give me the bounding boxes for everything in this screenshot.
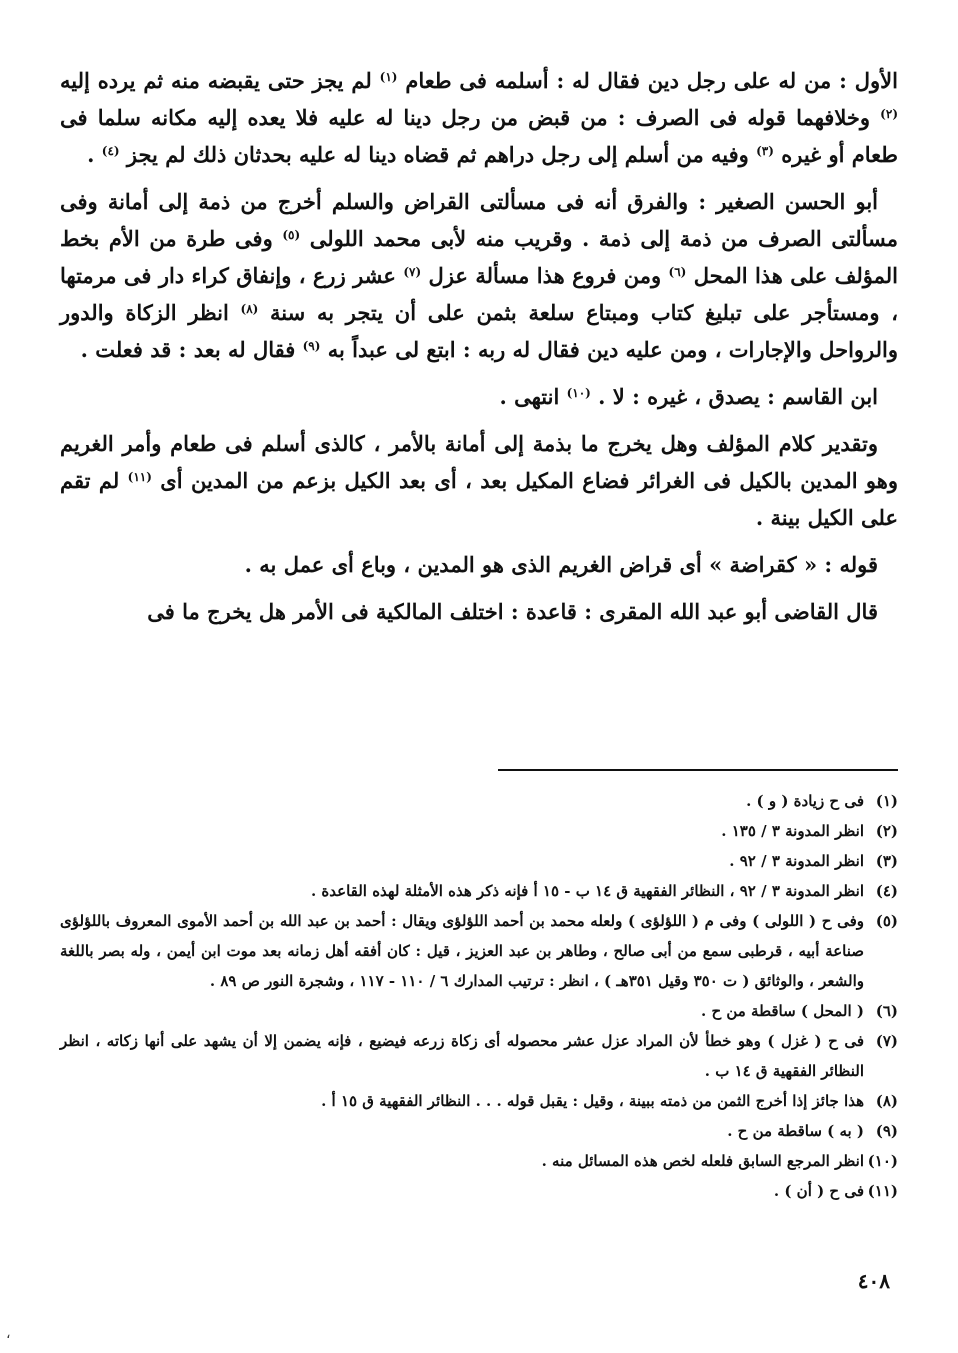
paragraph-6: قال القاضى أبو عبد الله المقرى : قاعدة : اختلف المالكية فى الأمر هل يخرج ما فى [147, 599, 878, 624]
paragraph-1 [60, 62, 898, 173]
footnote-ref: (٢) [880, 107, 898, 121]
text-run: عشر زرع ، وإنفاق كراء دار فى مرمتها ، ومستأجر على تبليغ كتاب ومبتاع سلعة بثمن على أن يتجر به سنة [60, 263, 898, 325]
footnote-item [60, 1116, 898, 1146]
footnote-item [60, 996, 898, 1026]
footnote-item [60, 816, 898, 846]
footnote-ref: (١) [379, 70, 398, 84]
footnote-ref: (٤) [101, 144, 120, 158]
text-run: وفيه من أسلم إلى رجل دراهم ثم قضاه دينا له عليه بحدثان ذلك لم يجز [119, 142, 757, 167]
footnote-text: وفى ح ( اللولى ) وفى م ( اللؤلؤى ) ولعله محمد بن أحمد اللؤلؤى ويقال : أحمد بن عبد الله بن أحمد الأموى المعروف باللؤلؤى صناعة أبيه ، قرطبى سمع من أبى صالح ، وطاهر بن عبد العزيز ، قيل : كان أفقه أهل زمانه بعد موت ابن أيمن ، وله بصر باللغة والشعر ، والوثائق ( ت ٣٥٠ وقيل ٣٥١هـ ) ، انظر : ترتيب المدارك ٦ / ١١٠ - ١١٧ ، وشجرة النور ص ٨٩ . [60, 912, 864, 990]
document-page [60, 62, 898, 1293]
footnote-text: فى ح زيادة ( و ) . [746, 792, 864, 810]
main-text [60, 62, 898, 630]
paragraph-5: قوله : « كقراضة » أى قراض الغريم الذى هو المدين ، وباع أى عمل به . [244, 552, 878, 577]
footnote-item [60, 786, 898, 816]
text-run: ابن القاسم : يصدق ، غيره : لا . [590, 384, 878, 409]
footnote-number: (٢) [875, 822, 898, 840]
footnote-item [60, 906, 898, 996]
footnote-number: (٦) [875, 1002, 898, 1020]
text-run: لم تقم على الكيل بينة . [60, 468, 898, 530]
paragraph-3 [60, 378, 898, 415]
footnote-text: انظر المدونة ٣ / ١٣٥ . [721, 822, 864, 840]
text-run: وتقدير كلام المؤلف وهل يخرج ما بذمة إلى أمانة بالأمر ، كالذى أسلم فى طعام وأمر الغريم وهو المدين بالكيل فى الغرائر فضاع المكيل بعد ، أى بعد الكيل بزعم من المدين أى [60, 431, 898, 493]
footnote-number: (١٠) [867, 1152, 898, 1170]
footnote-item [60, 876, 898, 906]
footnote-text: فى ح ( غزل ) وهو خطأ لأن المراد عزل عشر محصوله أى زكاة زرعه فيضيع ، فإنه يضمن إلا أن يشهد على أنها زكاته ، انظر النظائر الفقهية ق ١٤ ب . [60, 1032, 864, 1080]
footnote-text: انظر المرجع السابق فلعله لخص هذه المسائل منه . [541, 1152, 864, 1170]
footnote-divider [498, 769, 898, 771]
footnote-ref: (٩) [302, 339, 321, 353]
footnote-ref: (١٠) [566, 386, 591, 400]
footnote-ref: (٦) [668, 265, 687, 279]
scan-mark: ، [6, 1326, 11, 1342]
text-run: الأول : من له على رجل دين فقال له : أسلمه فى طعام [397, 68, 898, 93]
page-number: ٤٠٨ [857, 1269, 890, 1293]
footnote-number: (٩) [875, 1122, 898, 1140]
text-run: انتهى . [499, 384, 567, 409]
footnote-text: فى ح ( أن ) . [773, 1182, 864, 1200]
footnote-number: (٣) [875, 852, 898, 870]
footnote-number: (٨) [875, 1092, 898, 1110]
footnote-item [60, 1086, 898, 1116]
footnote-ref: (١١) [127, 470, 152, 484]
footnote-text: انظر المدونة ٣ / ٩٢ . [729, 852, 864, 870]
footnote-item [60, 1146, 898, 1176]
footnote-ref: (٨) [240, 302, 259, 316]
text-run: وفى طرة من الأم بخط المؤلف على هذا المحل [60, 226, 898, 288]
footnotes [60, 786, 898, 1206]
footnote-number: (١) [875, 792, 898, 810]
footnote-ref: (٣) [756, 144, 774, 158]
footnote-ref: (٥) [282, 228, 301, 242]
text-run: انظر الزكاة والدور والرواحل والإجارات ، ومن عليه دين فقال له ربه : ابتع لى عبداً به [60, 300, 898, 362]
text-run: ومن فروع هذا مسألة عزل [421, 263, 669, 288]
text-run: لم يجز حتى يقبضه منه ثم يرده إليه [60, 68, 380, 93]
footnote-text: ( به ) ساقطة من ح . [727, 1122, 864, 1140]
text-run: . [87, 142, 102, 167]
footnote-number: (١١) [867, 1182, 898, 1200]
footnote-ref: (٧) [403, 265, 422, 279]
footnote-number: (٥) [875, 912, 898, 930]
text-run: أبو الحسن الصغير : والفرق أنه فى مسألتى القراض والسلم أخرج من ذمة إلى أمانة وفى مسألتى الصرف من ذمة إلى ذمة . وقريب منه لأبى محمد اللولى [60, 189, 898, 251]
text-run: فقال له بعد : قد فعلت . [80, 337, 303, 362]
footnote-text: هذا جائز إذا أخرج الثمن من ذمته ببينة ، وقيل : يقبل قوله . . . النظائر الفقهية ق ١٥ أ . [321, 1092, 864, 1110]
footnote-number: (٧) [875, 1032, 898, 1050]
footnote-item [60, 846, 898, 876]
text-run: وخلافهما قوله فى الصرف : من قبض من رجل دينا له عليه فلا يعده إليه مكانه سلما فى طعام أو غيره [60, 105, 898, 167]
footnote-item [60, 1026, 898, 1086]
footnote-text: انظر المدونة ٣ / ٩٢ ، النظائر الفقهية ق ١٤ ب - ١٥ أ فإنه ذكر هذه الأمثلة لهذه القاعدة . [310, 882, 864, 900]
paragraph-4 [60, 425, 898, 536]
footnote-number: (٤) [875, 882, 898, 900]
paragraph-2 [60, 183, 898, 368]
footnote-item [60, 1176, 898, 1206]
footnote-text: ( المحل ) ساقطة من ح . [701, 1002, 864, 1020]
